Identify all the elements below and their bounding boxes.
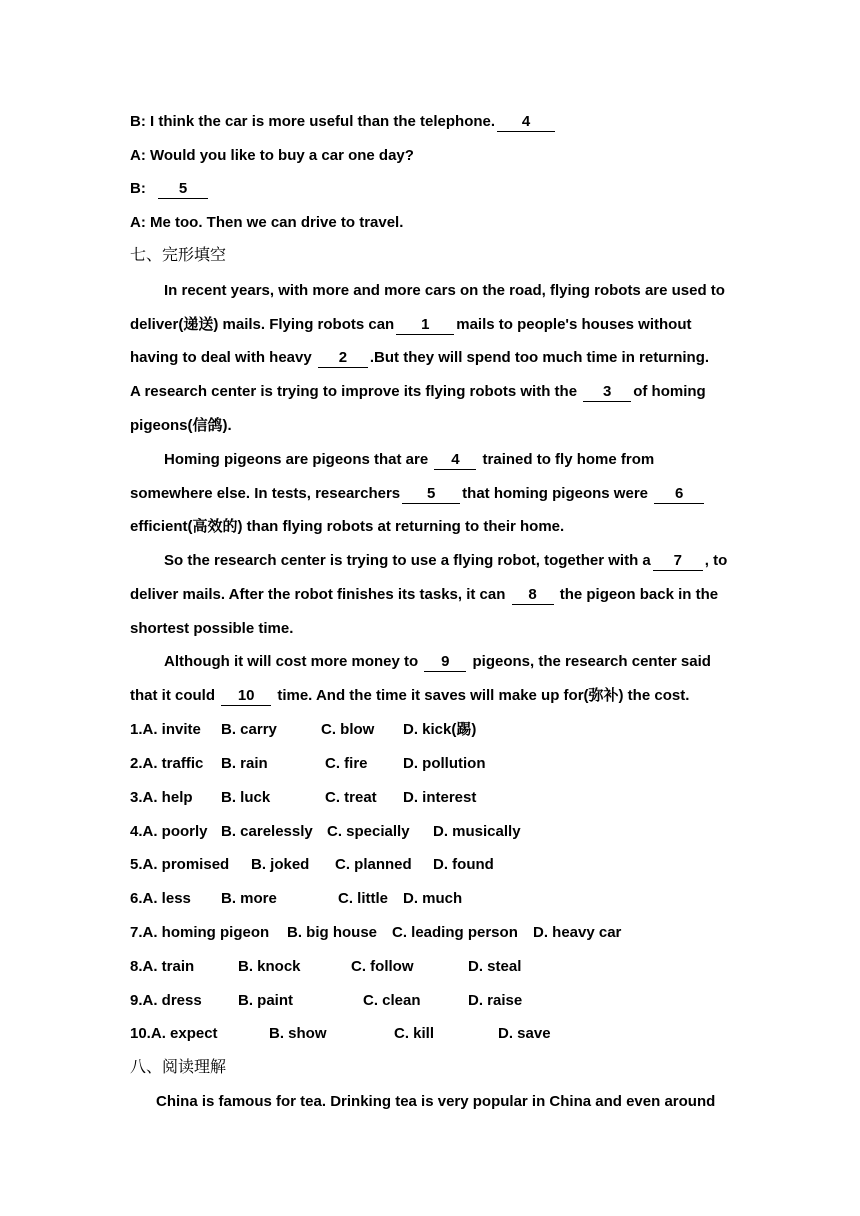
option-row-3: 3.A. help B. luck C. treat D. interest — [130, 789, 477, 806]
passage-line: deliver(递送) mails. Flying robots can 1 mails to people's houses without — [130, 316, 692, 333]
option-row-5: 5.A. promised B. joked C. planned D. found — [130, 856, 494, 873]
passage-line: A research center is trying to improve its flying robots with the 3 of homing — [130, 383, 706, 400]
passage-line: In recent years, with more and more cars on the road, flying robots are used to — [164, 282, 725, 299]
passage-line: having to deal with heavy 2 .But they will spend too much time in returning. — [130, 349, 710, 366]
dialogue-line-a2: A: Me too. Then we can drive to travel. — [130, 214, 404, 231]
cloze-blank: 7 — [653, 552, 703, 571]
option-row-2: 2.A. traffic B. rain C. fire D. pollution — [130, 755, 486, 772]
cloze-blank: 5 — [402, 485, 460, 504]
reading-line: China is famous for tea. Drinking tea is very popular in China and even around — [156, 1093, 716, 1110]
dialogue-line-b1: B: I think the car is more useful than the telephone. 4 — [130, 112, 800, 132]
dialogue-line-b2: B: 5 — [130, 179, 800, 199]
answer-blank: 4 — [497, 113, 555, 132]
cloze-blank: 1 — [396, 316, 454, 335]
passage-line: deliver mails. After the robot finishes its tasks, it can 8 the pigeon back in the — [130, 586, 719, 603]
answer-blank: 5 — [158, 180, 208, 199]
section-heading-reading: 八、阅读理解 — [130, 1059, 227, 1076]
passage-line: efficient(高效的) than flying robots at returning to their home. — [130, 518, 565, 535]
passage-line: Although it will cost more money to 9 pigeons, the research center said — [164, 653, 711, 670]
cloze-blank: 2 — [318, 349, 368, 368]
option-row-1: 1.A. invite B. carry C. blow D. kick(踢) — [130, 721, 477, 738]
cloze-blank: 3 — [583, 383, 631, 402]
passage-line: Homing pigeons are pigeons that are 4 trained to fly home from — [164, 451, 655, 468]
passage-line: somewhere else. In tests, researchers 5 that homing pigeons were 6 — [130, 484, 800, 504]
cloze-blank: 6 — [654, 485, 704, 504]
option-row-10: 10.A. expect B. show C. kill D. save — [130, 1025, 551, 1042]
option-row-6: 6.A. less B. more C. little D. much — [130, 890, 463, 907]
option-row-7: 7.A. homing pigeon B. big house C. leading person D. heavy car — [130, 924, 622, 941]
option-row-9: 9.A. dress B. paint C. clean D. raise — [130, 992, 523, 1009]
passage-line: pigeons(信鸽). — [130, 417, 232, 434]
section-heading-cloze: 七、完形填空 — [130, 247, 227, 264]
option-row-8: 8.A. train B. knock C. follow D. steal — [130, 958, 522, 975]
cloze-blank: 8 — [512, 586, 554, 605]
dialogue-line-a1: A: Would you like to buy a car one day? — [130, 147, 414, 164]
cloze-blank: 4 — [434, 451, 476, 470]
passage-line: shortest possible time. — [130, 620, 294, 637]
cloze-blank: 10 — [221, 687, 271, 706]
passage-line: that it could 10 time. And the time it saves will make up for(弥补) the cost. — [130, 687, 690, 704]
cloze-blank: 9 — [424, 653, 466, 672]
passage-line: So the research center is trying to use a flying robot, together with a 7 , to — [164, 552, 728, 569]
option-row-4: 4.A. poorly B. carelessly C. specially D. musically — [130, 823, 521, 840]
